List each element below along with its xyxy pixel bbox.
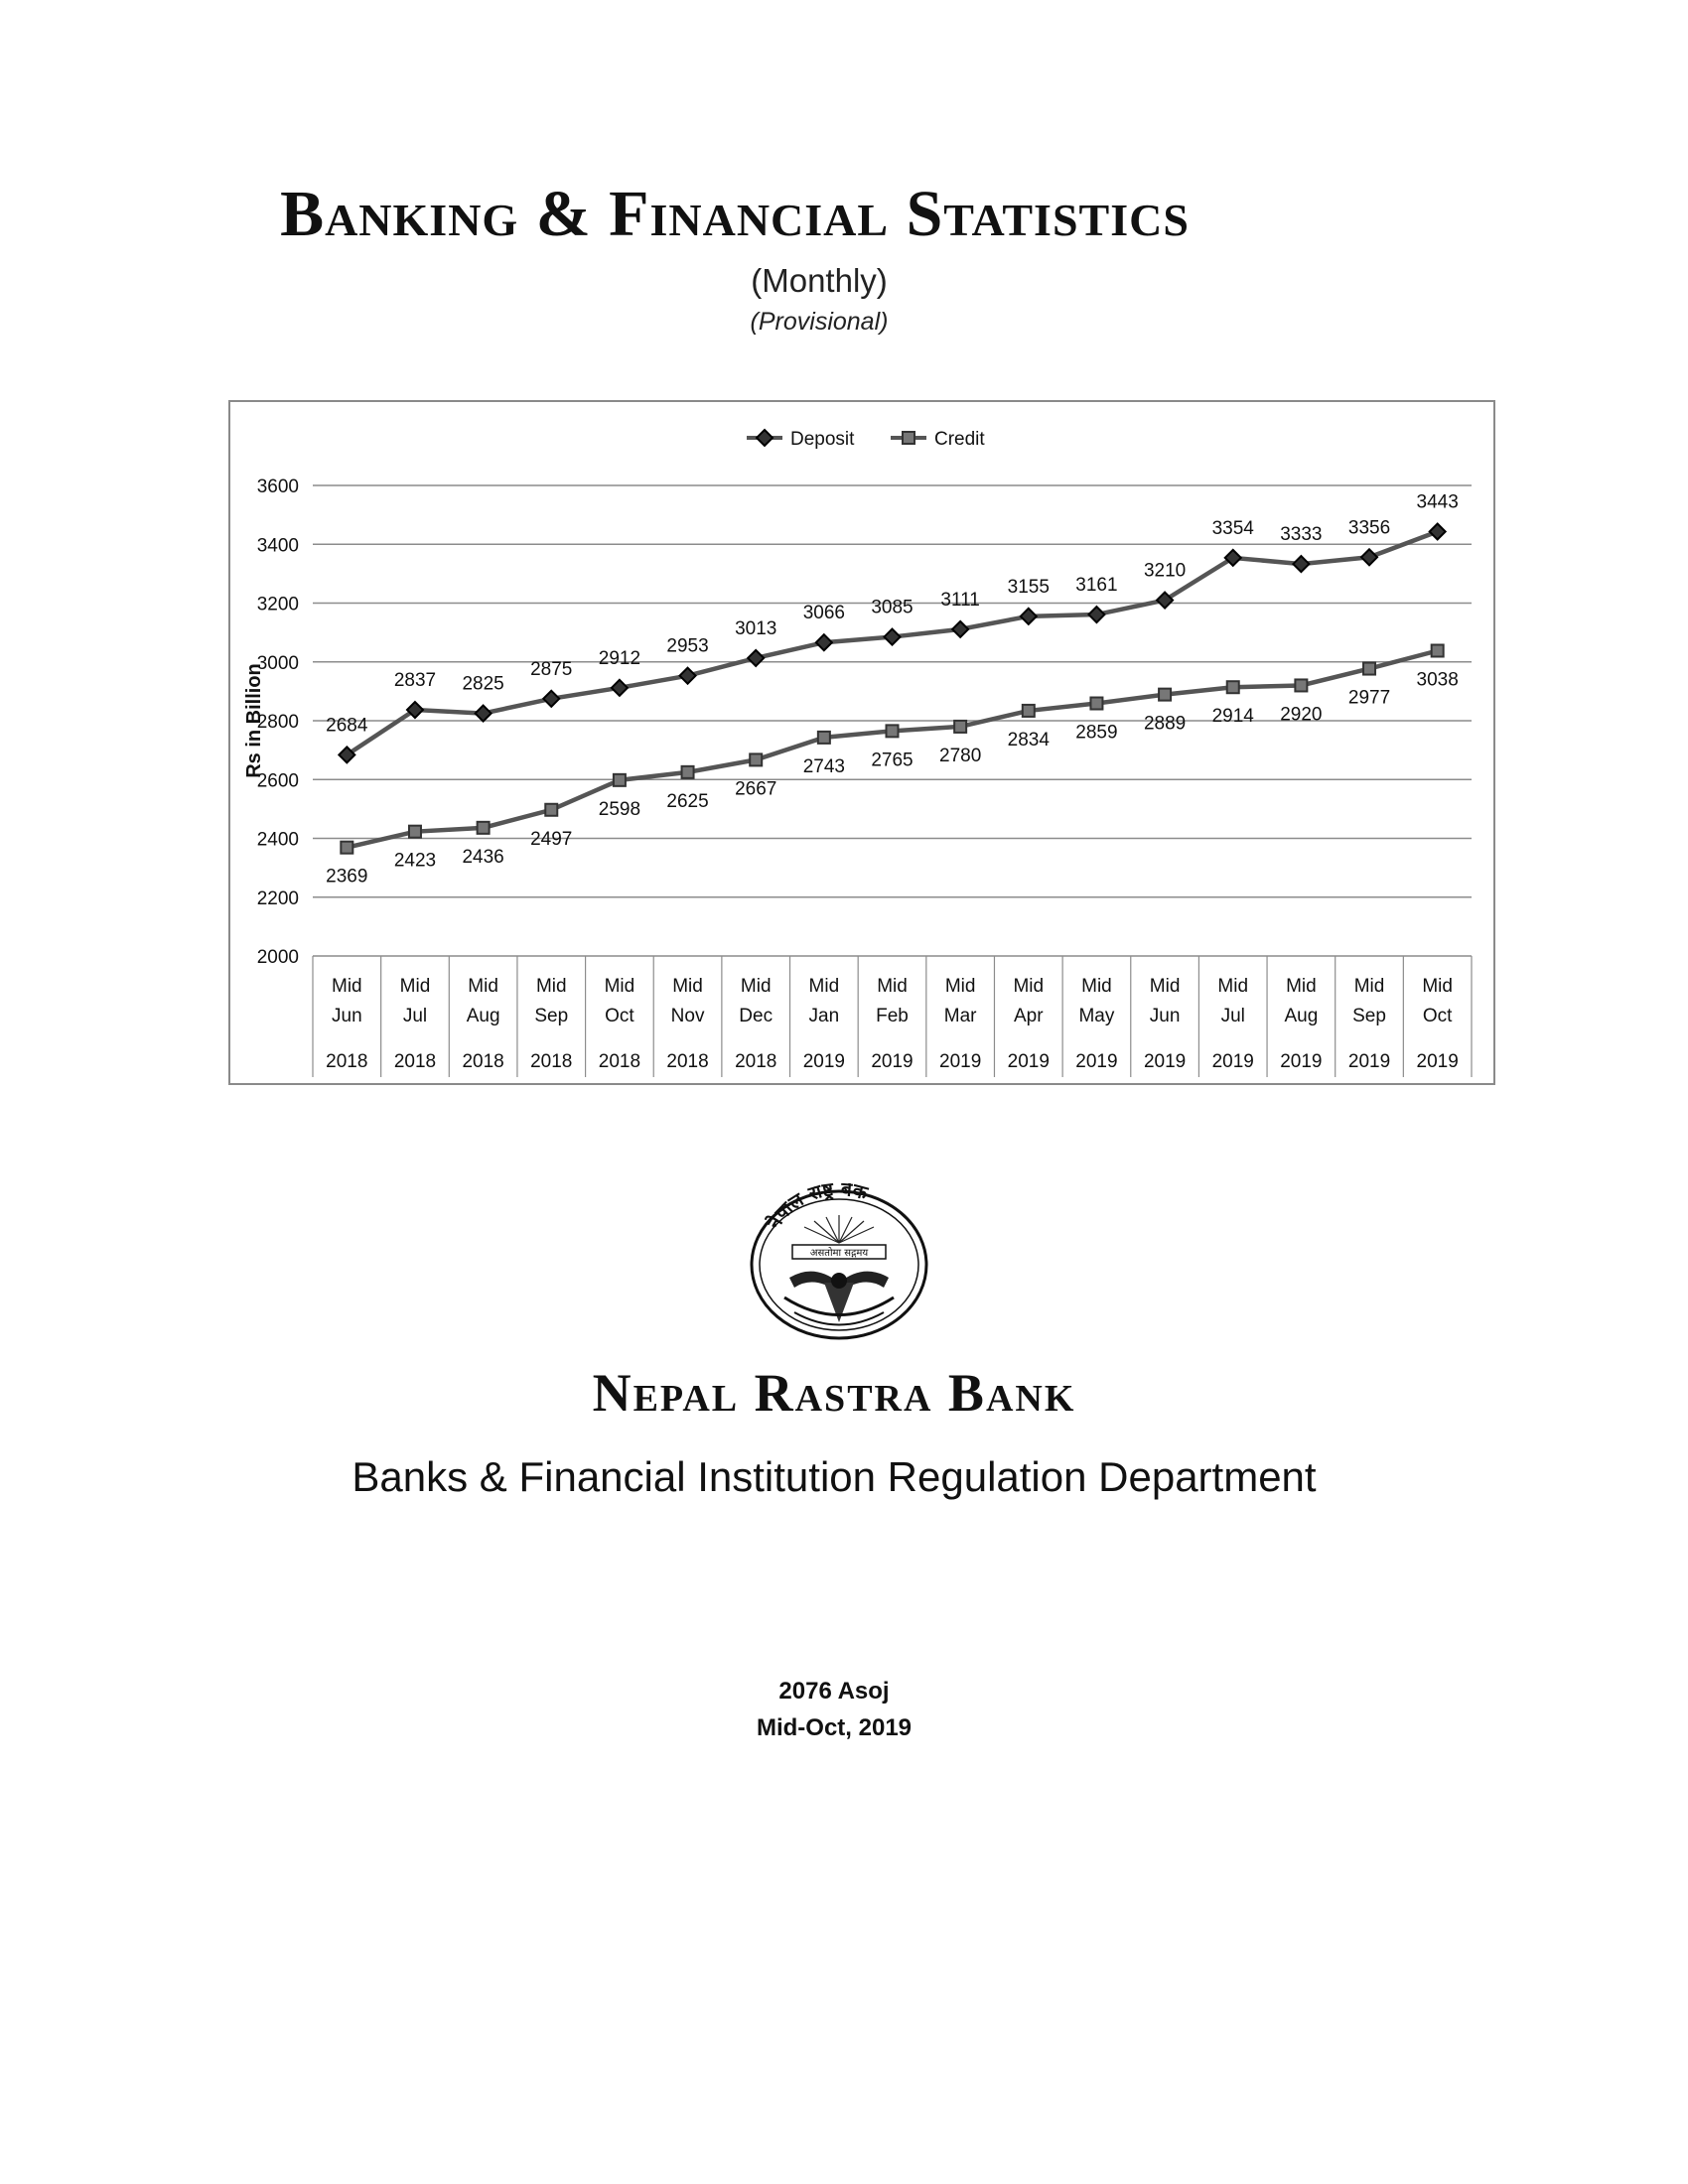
x-tick-label-top: Mid [1422, 976, 1453, 997]
deposit-point [1088, 607, 1104, 622]
nepal-rastra-bank-seal-logo [745, 1183, 933, 1342]
x-tick-label-year: 2019 [1347, 1051, 1391, 1072]
credit-data-label: 2834 [1007, 729, 1050, 751]
deposit-point [1021, 609, 1037, 624]
legend-marker [757, 430, 773, 446]
deposit-data-label: 2837 [393, 670, 437, 692]
x-tick-label-top: Mid [944, 976, 976, 997]
deposit-data-label: 2684 [326, 715, 368, 737]
x-tick-label-month: Sep [1352, 1006, 1386, 1026]
x-tick-label-year: 2019 [1280, 1051, 1323, 1072]
x-tick-label-year: 2018 [393, 1051, 437, 1072]
x-tick-label-year: 2019 [939, 1051, 982, 1072]
deposit-data-label: 3354 [1211, 517, 1254, 539]
provisional-label: (Provisional) [750, 308, 889, 336]
deposit-data-label: 3066 [802, 603, 845, 624]
x-tick-label-year: 2019 [1211, 1051, 1254, 1072]
credit-data-label: 2423 [393, 850, 437, 872]
x-tick-label-year: 2019 [1075, 1051, 1118, 1072]
credit-data-label: 2920 [1280, 704, 1323, 726]
credit-data-label: 2667 [735, 778, 777, 800]
x-tick-label-year: 2019 [1007, 1051, 1050, 1072]
deposit-point [952, 621, 968, 637]
x-tick-label-top: Mid [1013, 976, 1045, 997]
deposit-data-label: 3013 [735, 617, 777, 639]
deposit-data-label: 3161 [1075, 575, 1118, 597]
x-tick-label-top: Mid [535, 976, 567, 997]
x-tick-label-month: Jan [808, 1006, 840, 1026]
credit-data-label: 2859 [1075, 722, 1118, 744]
x-tick-label-year: 2018 [530, 1051, 573, 1072]
y-tick-label: 2400 [256, 829, 299, 851]
credit-data-label: 2914 [1211, 706, 1254, 728]
deposit-data-label: 2912 [598, 647, 641, 669]
credit-data-label: 2497 [530, 828, 573, 850]
x-tick-label-top: Mid [604, 976, 635, 997]
credit-point [954, 721, 966, 733]
svg-text:नेपाल राष्ट्र बैंक: नेपाल राष्ट्र बैंक [763, 1183, 870, 1233]
x-tick-label-top: Mid [1353, 976, 1385, 997]
y-axis-title: Rs in Billion [243, 663, 265, 778]
x-tick-label-year: 2018 [326, 1051, 368, 1072]
credit-point [818, 732, 830, 744]
deposit-point [885, 629, 901, 645]
x-tick-label-month: Aug [466, 1006, 500, 1026]
x-tick-label-top: Mid [399, 976, 431, 997]
x-tick-label-top: Mid [1081, 976, 1112, 997]
deposit-point [1430, 524, 1446, 540]
deposit-data-label: 3111 [940, 589, 980, 611]
department-name: Banks & Financial Institution Regulation Department [352, 1453, 1317, 1500]
deposit-point [748, 650, 764, 666]
credit-point [887, 725, 899, 737]
credit-data-label: 2743 [802, 755, 845, 777]
credit-point [1227, 681, 1239, 693]
legend-marker [903, 432, 914, 444]
x-tick-label-month: Oct [1422, 1006, 1453, 1026]
x-tick-label-year: 2019 [1416, 1051, 1459, 1072]
date-english: Mid-Oct, 2019 [756, 1714, 913, 1741]
deposit-point [543, 691, 559, 707]
deposit-data-label: 2825 [462, 673, 504, 695]
credit-point [1159, 689, 1171, 701]
deposit-data-label: 2875 [530, 658, 573, 680]
x-tick-label-month: Sep [534, 1006, 569, 1026]
x-tick-label-year: 2018 [598, 1051, 641, 1072]
x-tick-label-month: Jul [402, 1006, 428, 1026]
x-tick-label-top: Mid [1286, 976, 1317, 997]
credit-point [1295, 679, 1307, 691]
x-tick-label-top: Mid [1149, 976, 1181, 997]
deposit-point [1293, 556, 1309, 572]
credit-point [1363, 663, 1375, 675]
credit-data-label: 3038 [1416, 669, 1459, 691]
y-tick-label: 2800 [256, 712, 299, 733]
credit-data-label: 2765 [871, 750, 914, 771]
credit-data-label: 2598 [598, 798, 641, 820]
credit-data-label: 2780 [939, 745, 982, 766]
x-tick-label-month: Apr [1014, 1006, 1044, 1026]
deposit-data-label: 3443 [1416, 491, 1459, 513]
y-tick-label: 3400 [256, 535, 299, 557]
x-tick-label-month: Aug [1284, 1006, 1319, 1026]
deposit-point [680, 668, 696, 684]
deposit-point [1361, 549, 1377, 565]
x-tick-label-top: Mid [740, 976, 772, 997]
y-tick-label: 3600 [256, 477, 299, 497]
x-tick-label-month: Mar [943, 1006, 977, 1026]
x-tick-label-top: Mid [1217, 976, 1249, 997]
credit-point [545, 804, 557, 816]
credit-data-label: 2369 [326, 866, 368, 887]
credit-point [341, 842, 352, 854]
x-tick-label-month: Jul [1220, 1006, 1245, 1026]
x-tick-label-year: 2018 [735, 1051, 777, 1072]
y-tick-label: 2000 [256, 947, 299, 968]
credit-data-label: 2889 [1143, 713, 1187, 735]
x-tick-label-month: May [1078, 1006, 1115, 1026]
subtitle: (Monthly) [751, 262, 888, 299]
credit-point [1023, 705, 1035, 717]
credit-point [682, 766, 694, 778]
line-chart [228, 400, 1495, 1085]
x-tick-label-month: Nov [670, 1006, 705, 1026]
x-tick-label-year: 2019 [871, 1051, 914, 1072]
deposit-data-label: 3356 [1347, 517, 1391, 539]
date-nepali: 2076 Asoj [778, 1678, 890, 1705]
credit-point [409, 826, 421, 838]
legend-label: Credit [934, 429, 985, 450]
credit-point [1090, 698, 1102, 710]
deposit-data-label: 3333 [1280, 524, 1323, 546]
deposit-data-label: 2953 [666, 635, 709, 657]
deposit-point [476, 706, 492, 722]
legend-label: Deposit [790, 429, 855, 450]
x-tick-label-month: Feb [876, 1006, 909, 1026]
y-tick-label: 3200 [256, 594, 299, 615]
x-tick-label-year: 2019 [802, 1051, 845, 1072]
credit-data-label: 2436 [462, 846, 504, 868]
deposit-data-label: 3155 [1007, 576, 1050, 598]
credit-data-label: 2625 [666, 790, 709, 812]
x-tick-label-year: 2019 [1143, 1051, 1187, 1072]
y-tick-label: 3000 [256, 652, 299, 674]
x-tick-label-month: Jun [332, 1006, 362, 1026]
x-tick-label-year: 2018 [666, 1051, 709, 1072]
chart-svg [230, 402, 1497, 1087]
x-tick-label-month: Jun [1149, 1006, 1181, 1026]
x-tick-label-month: Dec [739, 1006, 774, 1026]
x-tick-label-month: Oct [605, 1006, 634, 1026]
bank-name: Nepal Rastra Bank [592, 1363, 1076, 1423]
credit-data-label: 2977 [1347, 687, 1391, 709]
x-tick-label-top: Mid [468, 976, 498, 997]
x-tick-label-top: Mid [808, 976, 840, 997]
deposit-point [612, 680, 628, 696]
deposit-point [816, 634, 832, 650]
y-tick-label: 2600 [256, 770, 299, 792]
x-tick-label-year: 2018 [462, 1051, 504, 1072]
credit-point [614, 774, 626, 786]
deposit-data-label: 3210 [1143, 560, 1187, 582]
x-tick-label-top: Mid [672, 976, 703, 997]
credit-point [1432, 644, 1444, 656]
credit-point [750, 753, 762, 765]
x-tick-label-top: Mid [332, 976, 362, 997]
svg-text:असतोमा सद्गमय: असतोमा सद्गमय [809, 1248, 869, 1259]
credit-point [478, 822, 490, 834]
page-title: Banking & Financial Statistics [280, 178, 1190, 250]
deposit-data-label: 3085 [871, 597, 914, 618]
x-tick-label-top: Mid [877, 976, 908, 997]
y-tick-label: 2200 [256, 887, 299, 909]
